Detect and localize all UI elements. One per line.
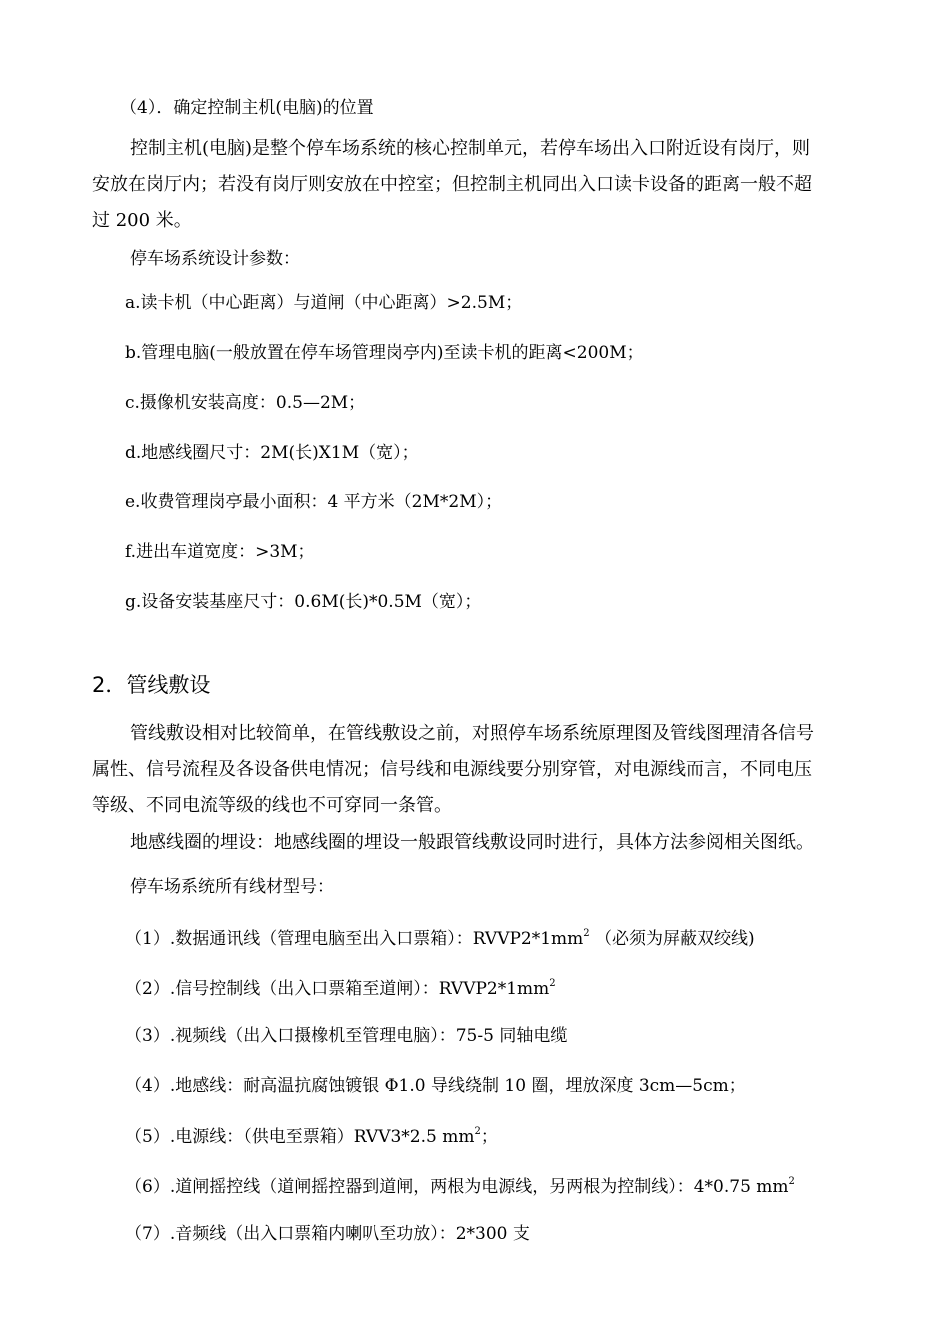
paragraph-line: 等级、不同电流等级的线也不可穿同一条管。: [92, 795, 452, 816]
param-item: d.地感线圈尺寸：2M(长)X1M（宽）；: [125, 443, 419, 463]
wire-item: [125, 1126, 498, 1148]
paragraph-line: 过 200 米。: [92, 210, 192, 231]
params-title: 停车场系统设计参数：: [130, 249, 300, 269]
paragraph-line: 属性、信号流程及各设备供电情况；信号线和电源线要分别穿管，对电源线而言，不同电压: [92, 759, 812, 780]
wire-item: [125, 1176, 795, 1198]
paragraph-line: 管线敷设相对比较简单，在管线敷设之前，对照停车场系统原理图及管线图理清各信号: [130, 723, 814, 744]
section-heading: 2．管线敷设: [92, 673, 211, 697]
wire-text: （2）.信号控制线（出入口票箱至道闸）：RVVP2*1mm: [125, 979, 550, 999]
wire-superscript: 2: [583, 928, 590, 939]
paragraph-line: 安放在岗厅内；若没有岗厅则安放在中控室；但控制主机同出入口读卡设备的距离一般不超: [92, 174, 812, 195]
wire-item: [125, 978, 556, 1000]
param-item: f.进出车道宽度：>3M；: [125, 542, 315, 562]
wire-text: （3）.视频线（出入口摄橡机至管理电脑）：75-5 同轴电缆: [125, 1026, 568, 1046]
wire-text: （1）.数据通讯线（管理电脑至出入口票箱）：RVVP2*1mm: [125, 929, 584, 949]
wire-text: （4）.地感线：耐高温抗腐蚀镀银 Φ1.0 导线绕制 10 圈，埋放深度 3cm—5cm；: [125, 1076, 746, 1096]
wire-superscript: 2: [549, 978, 556, 989]
wire-text: （7）.音频线（出入口票箱内喇叭至功放）：2*300 支: [125, 1224, 530, 1244]
loop-burial-text: 地感线圈的埋设：地感线圈的埋设一般跟管线敷设同时进行，具体方法参阅相关图纸。: [130, 832, 814, 853]
param-item: g.设备安装基座尺寸：0.6M(长)*0.5M（宽）；: [125, 592, 482, 612]
wire-item: [125, 1075, 746, 1097]
param-item: b.管理电脑(一般放置在停车场管理岗亭内)至读卡机的距离<200M；: [125, 343, 644, 363]
param-item: e.收费管理岗亭最小面积：4 平方米（2M*2M）；: [125, 492, 503, 512]
wires-title: 停车场系统所有线材型号：: [130, 877, 334, 897]
wire-note: （必须为屏蔽双绞线): [589, 929, 755, 949]
wire-text: （6）.道闸摇控线（道闸摇控器到道闸，两根为电源线，另两根为控制线）：4*0.75 mm: [125, 1177, 789, 1197]
wire-text: （5）.电源线：（供电至票箱）RVV3*2.5 mm: [125, 1127, 475, 1147]
param-item: c.摄像机安装高度：0.5—2M；: [125, 393, 366, 413]
wire-item: [125, 928, 755, 950]
wire-superscript: 2: [788, 1176, 795, 1187]
wire-item: [125, 1223, 530, 1245]
param-item: a.读卡机（中心距离）与道闸（中心距离）>2.5M；: [125, 293, 523, 313]
wire-superscript: 2: [474, 1126, 481, 1137]
subheading-host-location: （4）．确定控制主机(电脑)的位置: [120, 98, 374, 118]
wire-item: [125, 1025, 567, 1047]
paragraph-line: 控制主机(电脑)是整个停车场系统的核心控制单元，若停车场出入口附近设有岗厅，则: [130, 138, 811, 159]
wire-note: ；: [480, 1127, 498, 1147]
